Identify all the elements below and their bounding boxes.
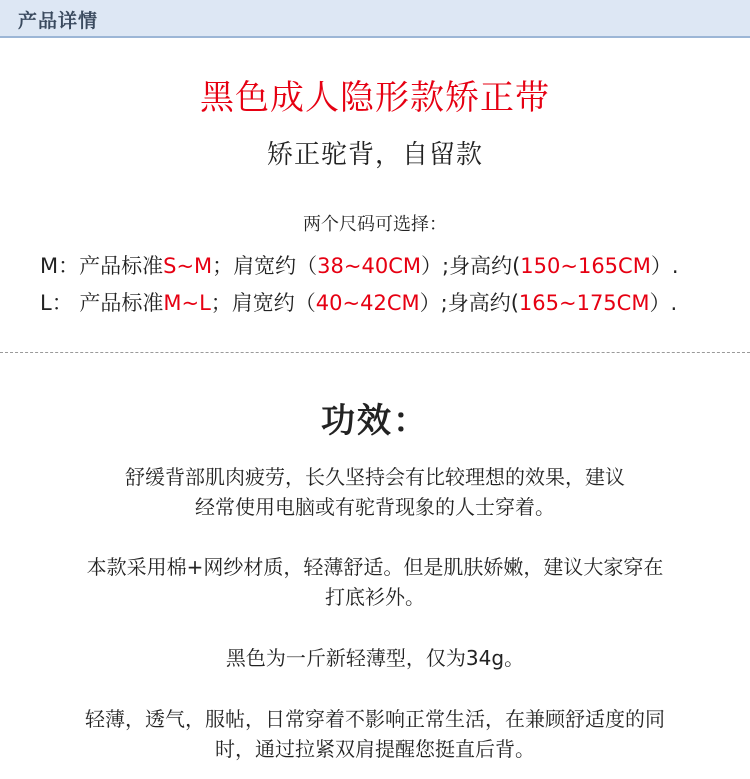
tab-product-details[interactable]: 产品详情 [18, 10, 99, 32]
paragraph-line: 舒缓背部肌肉疲劳，长久坚持会有比较理想的效果，建议 [125, 465, 625, 489]
size-row-l [40, 287, 677, 317]
size-prefix: L： 产品标准 [40, 291, 164, 315]
size-shoulder-value: 38~40CM [317, 254, 421, 278]
size-range: M~L [163, 291, 211, 315]
size-height-value: 150~165CM [520, 254, 651, 278]
size-prefix: M：产品标准 [40, 254, 164, 278]
size-shoulder-value: 40~42CM [315, 291, 420, 315]
sizes-heading: 两个尺码可选择： [303, 214, 447, 235]
effects-title: 功效： [321, 401, 429, 441]
effects-paragraph [0, 643, 750, 673]
paragraph-line: 打底衫外。 [325, 585, 425, 609]
size-range: S~M [163, 254, 213, 278]
size-height-label: ）;身高约( [419, 291, 519, 315]
effects-paragraph [0, 704, 750, 764]
effects-paragraph [0, 552, 750, 612]
product-title: 黑色成人隐形款矫正带 [200, 78, 550, 118]
size-suffix: ）. [649, 291, 678, 315]
size-height-label: ）;身高约( [421, 254, 521, 278]
paragraph-line: 时，通过拉紧双肩提醒您挺直后背。 [215, 737, 535, 761]
paragraph-line: 本款采用棉+网纱材质，轻薄舒适。但是肌肤娇嫩，建议大家穿在 [86, 555, 664, 579]
size-suffix: ）. [650, 254, 679, 278]
paragraph-line: 经常使用电脑或有驼背现象的人士穿着。 [195, 495, 555, 519]
paragraph-line: 轻薄，透气，服帖，日常穿着不影响正常生活，在兼顾舒适度的同 [85, 707, 665, 731]
section-divider [0, 352, 750, 353]
size-height-value: 165~175CM [518, 291, 650, 315]
paragraph-line: 黑色为一斤新轻薄型，仅为34g。 [225, 646, 525, 670]
size-shoulder-label: ；肩宽约（ [210, 291, 316, 315]
section-tab-bar [0, 0, 750, 38]
size-shoulder-label: ；肩宽约（ [212, 254, 318, 278]
effects-paragraph [0, 462, 750, 522]
product-subtitle: 矫正驼背，自留款 [266, 140, 483, 170]
size-row-m [40, 250, 679, 280]
